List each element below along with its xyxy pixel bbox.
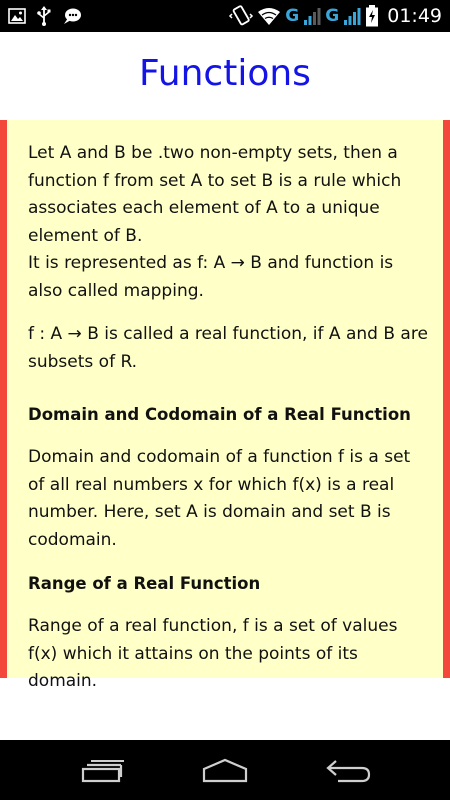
image-notification-icon: [8, 8, 26, 24]
battery-icon: [365, 5, 379, 27]
domain-heading: Domain and Codomain of a Real Function: [28, 405, 411, 424]
content-text-area: [7, 120, 443, 696]
content-panel[interactable]: [0, 120, 450, 691]
status-notifications: [8, 6, 82, 26]
intro-paragraph: Let A and B be .two non-empty sets, then a function f from set A to set B is a rule which associates each element of A to a unique element of B.: [28, 143, 402, 246]
range-heading: Range of a Real Function: [28, 574, 261, 593]
domain-paragraph: Domain and codomain of a function f is a set of all real numbers x for which f(x) is a real number. Here, set A is domain and set B is codomain.: [28, 447, 411, 550]
status-system: [229, 4, 442, 28]
back-button[interactable]: [318, 750, 378, 790]
home-icon: [200, 757, 250, 783]
vibrate-icon: [229, 5, 253, 27]
recent-apps-icon: [80, 757, 124, 783]
back-icon: [324, 756, 372, 784]
signal-icon-2: [343, 6, 361, 26]
status-bar: [0, 0, 450, 32]
status-time: 01:49: [387, 5, 442, 27]
page-title: Functions: [139, 52, 311, 94]
range-paragraph: Range of a real function, f is a set of values f(x) which it attains on the points of its domain.: [28, 616, 398, 691]
navigation-bar: [0, 740, 450, 800]
usb-icon: [36, 6, 52, 26]
chat-icon: [62, 7, 82, 25]
home-button[interactable]: [195, 750, 255, 790]
real-function-paragraph: f : A → B is called a real function, if A and B are subsets of R.: [28, 324, 428, 372]
network-type-label-2: G: [325, 6, 340, 26]
wifi-icon: [257, 6, 281, 26]
recent-apps-button[interactable]: [72, 750, 132, 790]
mapping-paragraph: It is represented as f: A → B and function is also called mapping.: [28, 253, 394, 301]
network-type-label: G: [285, 6, 300, 26]
app-header: [0, 32, 450, 120]
signal-icon: [303, 6, 321, 26]
